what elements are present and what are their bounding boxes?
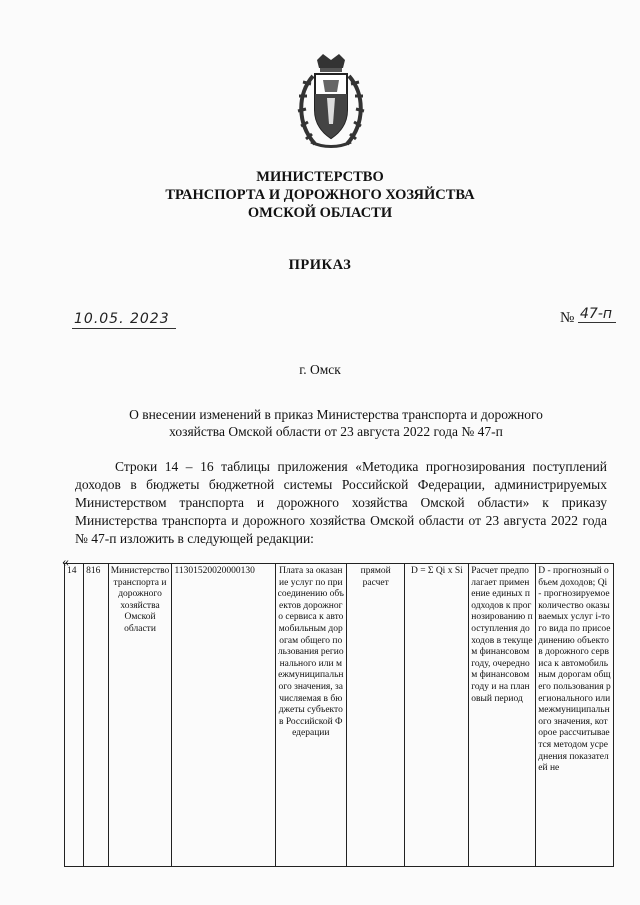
- table-row: [65, 564, 614, 867]
- ministry-line-1: МИНИСТЕРСТВО: [256, 169, 384, 185]
- number-sign: №: [560, 310, 575, 326]
- cell-kbk-code: 11301520020000130: [172, 564, 275, 867]
- cell-description: Расчет предполагает применение единых подходов к прогнозированию поступления доходов в текущем финансовом году, очередном финансовом году и на плановый период: [469, 564, 536, 867]
- title-line-1: О внесении изменений в приказ Министерства транспорта и дорожного: [129, 407, 543, 422]
- coat-of-arms-icon: [293, 54, 369, 148]
- body-paragraph: Строки 14 – 16 таблицы приложения «Методика прогнозирования поступлений доходов в бюджеты бюджетной системы Российской Федерации, администрируемых Министерством транспорта и дорожного хозяйства Омской области» к приказу Министерства транспорта и дорожного хозяйства Омской области от 23 августа 2022 года № 47-п изложить в следующей редакции:: [75, 459, 607, 546]
- open-quote: «: [62, 555, 69, 570]
- title-line-2: хозяйства Омской области от 23 августа 2022 года № 47-п: [169, 424, 503, 439]
- ministry-name: [0, 168, 640, 222]
- order-number: 47-п: [578, 306, 616, 323]
- order-title: [96, 406, 576, 440]
- cell-row-number: 14: [65, 564, 84, 867]
- document-type: ПРИКАЗ: [288, 257, 352, 273]
- cell-administrator: Министерство транспорта и дорожного хозяйства Омской области: [108, 564, 172, 867]
- ministry-line-2: ТРАНСПОРТА И ДОРОЖНОГО ХОЗЯЙСТВА: [165, 187, 475, 203]
- cell-formula: D = Σ Qi x Si: [405, 564, 469, 867]
- order-date: 10.05. 2023: [72, 311, 176, 329]
- ministry-line-3: ОМСКОЙ ОБЛАСТИ: [247, 205, 393, 221]
- methodology-table: [64, 563, 614, 867]
- city: г. Омск: [299, 362, 341, 377]
- cell-admin-code: 816: [84, 564, 108, 867]
- cell-revenue-name: Плата за оказание услуг по присоединению объектов дорожного сервиса к автомобильным дорогам общего пользования регионального или межмуниципального значения, зачисляемая в бюджеты субъектов Российской Федерации: [275, 564, 346, 867]
- cell-method: прямой расчет: [346, 564, 405, 867]
- cell-definitions: D - прогнозный объем доходов; Qi - прогнозируемое количество оказываемых услуг i-того вида по присоединению объектов дорожного сервиса к автомобильным дорогам общего пользования регионального или межмуниципального значения, которое рассчитывается методом усреднения показателей не: [536, 564, 614, 867]
